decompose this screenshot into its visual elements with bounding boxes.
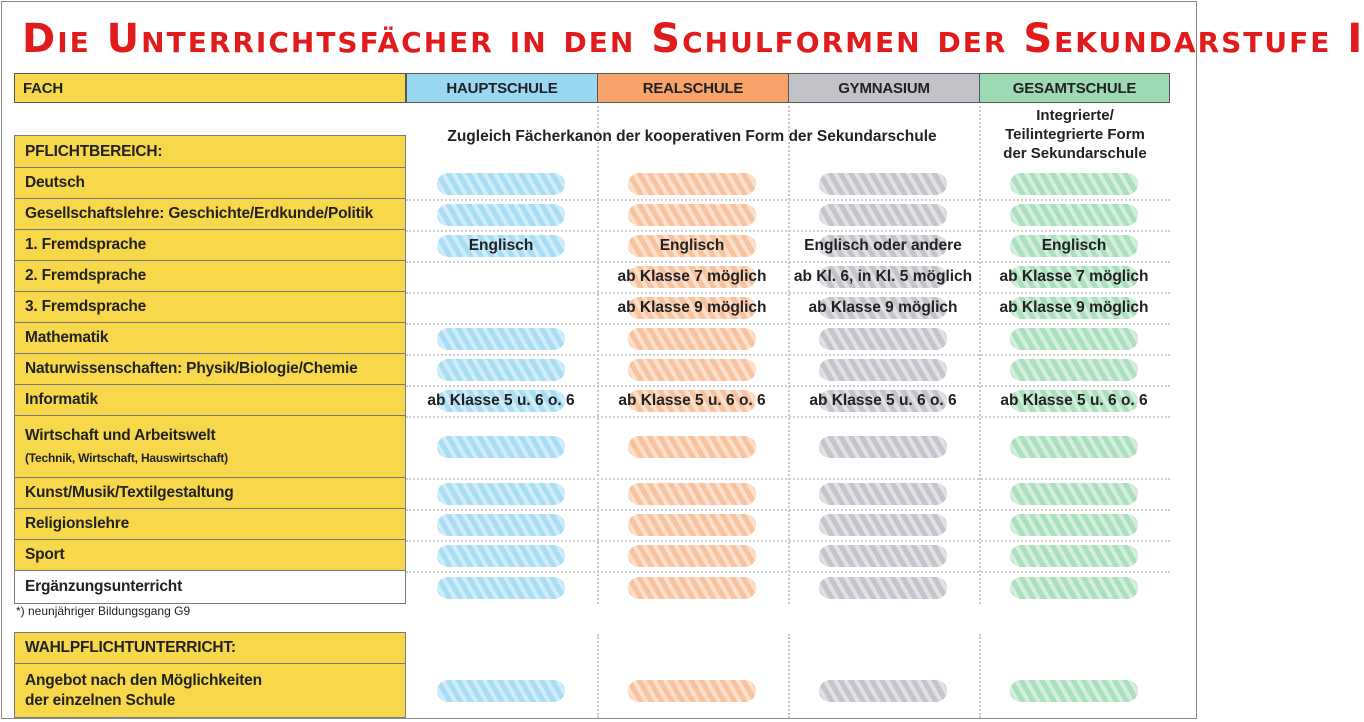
table-cell xyxy=(979,540,1169,571)
availability-marker xyxy=(628,483,756,505)
header-fach: FACH xyxy=(14,73,406,103)
table-cell xyxy=(979,168,1169,199)
row-label-line: Angebot nach den Möglichkeiten xyxy=(25,671,262,689)
table-cell xyxy=(406,261,596,292)
availability-marker xyxy=(628,514,756,536)
cell-text: Englisch xyxy=(659,236,725,254)
cell-text: ab Klasse 5 u. 6 o. 6 xyxy=(618,391,766,409)
table-cell xyxy=(597,230,787,261)
availability-marker xyxy=(628,436,756,458)
table-cell xyxy=(788,199,978,230)
header-gymnasium: GYMNASIUM xyxy=(788,73,980,103)
page-title: Die Unterrichtsfächer in den Schulformen der Sekundarstufe I xyxy=(22,16,1364,62)
cell-text: ab Klasse 7 möglich xyxy=(617,267,767,285)
cell-text: Englisch xyxy=(1041,236,1107,254)
availability-marker xyxy=(819,204,947,226)
row-label: Ergänzungsunterricht xyxy=(14,571,406,604)
availability-marker xyxy=(819,514,947,536)
availability-marker xyxy=(1010,173,1138,195)
cell-text: ab Klasse 9 möglich xyxy=(808,298,958,316)
table-cell xyxy=(406,385,596,416)
table-cell xyxy=(788,676,978,706)
row-label: 1. Fremdsprache xyxy=(14,230,406,261)
availability-marker xyxy=(1010,545,1138,567)
table-cell xyxy=(406,509,596,540)
table-cell xyxy=(979,676,1169,706)
table-cell xyxy=(597,168,787,199)
row-label: Deutsch xyxy=(14,168,406,199)
availability-marker xyxy=(437,328,565,350)
availability-marker xyxy=(1010,483,1138,505)
table-cell xyxy=(597,571,787,604)
banner-line: Integrierte/ xyxy=(1036,107,1114,124)
table-cell xyxy=(406,230,596,261)
table-cell xyxy=(406,416,596,478)
availability-marker xyxy=(628,545,756,567)
table-cell xyxy=(406,199,596,230)
table-cell xyxy=(979,571,1169,604)
row-label: Religionslehre xyxy=(14,509,406,540)
table-cell xyxy=(788,478,978,509)
table-cell xyxy=(597,385,787,416)
table-cell xyxy=(979,416,1169,478)
availability-marker xyxy=(1010,359,1138,381)
table-cell xyxy=(597,676,787,706)
availability-marker xyxy=(437,359,565,381)
table-cell xyxy=(597,323,787,354)
banner-line: Teilintegrierte Form xyxy=(1005,126,1145,143)
availability-marker xyxy=(628,328,756,350)
table-cell xyxy=(979,509,1169,540)
table-cell xyxy=(788,416,978,478)
table-cell xyxy=(979,323,1169,354)
table-cell xyxy=(979,354,1169,385)
table-cell xyxy=(597,540,787,571)
table-cell xyxy=(979,230,1169,261)
row-label xyxy=(14,664,406,718)
banner-line: der Sekundarschule xyxy=(1003,145,1147,162)
availability-marker xyxy=(437,173,565,195)
row-label: Mathematik xyxy=(14,323,406,354)
cell-text: ab Klasse 7 möglich xyxy=(999,267,1149,285)
table-cell xyxy=(788,385,978,416)
availability-marker xyxy=(437,680,565,702)
header-hauptschule: HAUPTSCHULE xyxy=(406,73,598,103)
table-cell xyxy=(788,323,978,354)
row-label: 3. Fremdsprache xyxy=(14,292,406,323)
table-cell xyxy=(597,509,787,540)
availability-marker xyxy=(628,204,756,226)
footnote: *) neunjähriger Bildungsgang G9 xyxy=(16,604,191,618)
table-cell xyxy=(597,416,787,478)
table-cell xyxy=(788,261,978,292)
availability-marker xyxy=(819,483,947,505)
cell-text: ab Klasse 9 möglich xyxy=(617,298,767,316)
row-label-main: Wirtschaft und Arbeitswelt xyxy=(25,426,216,444)
row-label: Naturwissenschaften: Physik/Biologie/Chemie xyxy=(14,354,406,385)
header-gesamtschule: GESAMTSCHULE xyxy=(979,73,1170,103)
availability-marker xyxy=(1010,436,1138,458)
availability-marker xyxy=(819,545,947,567)
availability-marker xyxy=(437,577,565,599)
availability-marker xyxy=(819,359,947,381)
availability-marker xyxy=(437,204,565,226)
availability-marker xyxy=(437,514,565,536)
table-cell xyxy=(406,323,596,354)
availability-marker xyxy=(819,328,947,350)
table-cell xyxy=(788,168,978,199)
table-cell xyxy=(597,261,787,292)
table-cell xyxy=(406,168,596,199)
table-cell xyxy=(597,292,787,323)
table-cell xyxy=(788,354,978,385)
row-label xyxy=(14,416,406,478)
cell-text: Englisch xyxy=(468,236,534,254)
availability-marker xyxy=(1010,514,1138,536)
row-label: Kunst/Musik/Textilgestaltung xyxy=(14,478,406,509)
cell-text: Englisch oder andere xyxy=(804,236,962,254)
table-cell xyxy=(788,571,978,604)
table-cell xyxy=(597,354,787,385)
availability-marker xyxy=(628,577,756,599)
table-cell xyxy=(979,199,1169,230)
availability-marker xyxy=(1010,577,1138,599)
cell-text: ab Kl. 6, in Kl. 5 möglich xyxy=(793,267,973,285)
table-cell xyxy=(406,354,596,385)
table-cell xyxy=(788,292,978,323)
section-pflichtbereich: PFLICHTBEREICH: xyxy=(14,135,406,168)
availability-marker xyxy=(1010,204,1138,226)
table-cell xyxy=(788,509,978,540)
availability-marker xyxy=(628,680,756,702)
availability-marker xyxy=(819,173,947,195)
table-cell xyxy=(979,385,1169,416)
header-realschule: REALSCHULE xyxy=(597,73,789,103)
table-cell xyxy=(597,199,787,230)
availability-marker xyxy=(819,680,947,702)
table-cell xyxy=(979,261,1169,292)
row-label-line: der einzelnen Schule xyxy=(25,691,176,709)
availability-marker xyxy=(1010,680,1138,702)
table-cell xyxy=(406,292,596,323)
availability-marker xyxy=(628,359,756,381)
availability-marker xyxy=(819,436,947,458)
table-cell xyxy=(597,478,787,509)
row-label: Sport xyxy=(14,540,406,571)
table-cell xyxy=(979,478,1169,509)
table-cell xyxy=(406,540,596,571)
table-cell xyxy=(406,676,596,706)
cell-text: ab Klasse 5 u. 6 o. 6 xyxy=(809,391,957,409)
cell-text: ab Klasse 5 u. 6 o. 6 xyxy=(1000,391,1148,409)
integrierte-form-banner xyxy=(980,106,1170,163)
row-sublabel: (Technik, Wirtschaft, Hauswirtschaft) xyxy=(25,450,228,465)
kooperative-form-banner: Zugleich Fächerkanon der kooperativen Form der Sekundarschule xyxy=(447,128,937,145)
section-wahlpflicht: WAHLPFLICHTUNTERRICHT: xyxy=(14,632,406,664)
cell-text: ab Klasse 9 möglich xyxy=(999,298,1149,316)
availability-marker xyxy=(1010,328,1138,350)
table-cell xyxy=(406,571,596,604)
row-label: Informatik xyxy=(14,385,406,416)
table-cell xyxy=(979,292,1169,323)
row-label: 2. Fremdsprache xyxy=(14,261,406,292)
availability-marker xyxy=(819,577,947,599)
availability-marker xyxy=(437,436,565,458)
availability-marker xyxy=(437,545,565,567)
availability-marker xyxy=(437,483,565,505)
table-cell xyxy=(788,540,978,571)
row-label: Gesellschaftslehre: Geschichte/Erdkunde/Politik xyxy=(14,199,406,230)
table-cell xyxy=(406,478,596,509)
cell-text: ab Klasse 5 u. 6 o. 6 xyxy=(427,391,575,409)
table-cell xyxy=(788,230,978,261)
availability-marker xyxy=(628,173,756,195)
